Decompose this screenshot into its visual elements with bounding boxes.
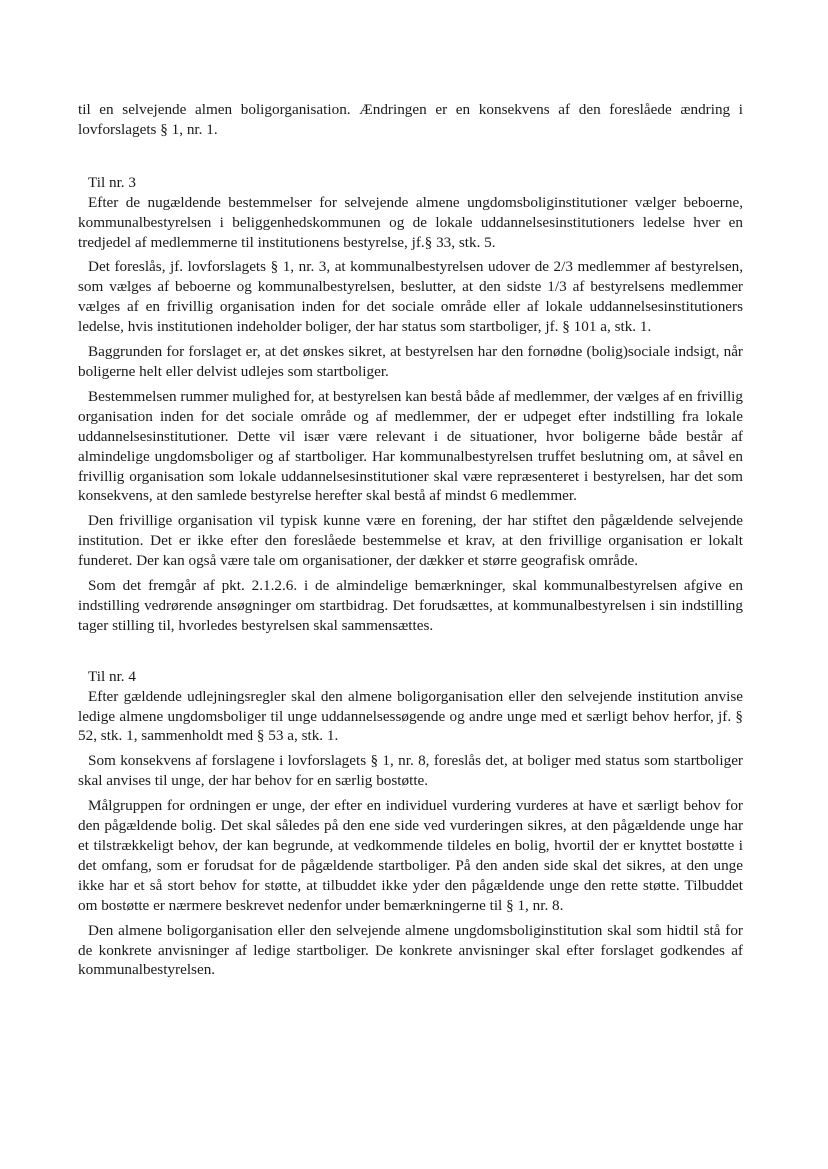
section-heading: Til nr. 4: [88, 667, 136, 685]
section-heading: Til nr. 3: [88, 173, 136, 191]
paragraph: Bestemmelsen rummer mulighed for, at bestyrelsen kan bestå både af medlemmer, der vælges af en frivillig organisation inden for det sociale område og af medlemmer, der er udpeget efter indstilling fra lokale uddannelsesinstitutioner. Dette vil især være relevant i de situationer, hvor boligerne både består af almindelige ungdomsboliger og af startboliger. Har kommunalbestyrelsen truffet beslutning om, at såvel en frivillig organisation som lokale uddannelsesinstitutioner skal være repræsenteret i bestyrelsen, har det som konsekvens, at den samlede bestyrelse herefter skal bestå af mindst 6 medlemmer.: [78, 387, 743, 505]
section-til-nr-4: [78, 667, 743, 981]
paragraph: Som konsekvens af forslagene i lovforslagets § 1, nr. 8, foreslås det, at boliger med status som startboliger skal anvises til unge, der har behov for en særlig bostøtte.: [78, 752, 743, 790]
paragraph: Den frivillige organisation vil typisk kunne være en forening, der har stiftet den pågældende selvejende institution. Det er ikke efter den foreslåede bestemmelse et krav, at den frivillige organisation er lokalt funderet. Der kan også være tale om organisationer, der dækker et større geografisk område.: [78, 512, 743, 570]
section-spacer: [78, 641, 743, 667]
paragraph: Den almene boligorganisation eller den selvejende almene ungdomsboliginstitution skal som hidtil stå for de konkrete anvisninger af ledige startboliger. De konkrete anvisninger skal efter forslaget godkendes af kommunalbestyrelsen.: [78, 921, 743, 979]
paragraph: Efter gældende udlejningsregler skal den almene boligorganisation eller den selvejende institution anvise ledige almene ungdomsboliger til unge uddannelsessøgende og andre unge med et særligt behov herfor, jf. § 52, stk. 1, sammenholdt med § 53 a, stk. 1.: [78, 687, 743, 745]
section-spacer: [78, 145, 743, 173]
paragraph: Efter de nugældende bestemmelser for selvejende almene ungdomsboliginstitutioner vælger beboerne, kommunalbestyrelsen i beliggenhedskommunen og de lokale uddannelsesinstitutioners ledelse hver en tredjedel af medlemmerne til institutionens bestyrelse, jf.§ 33, stk. 5.: [78, 193, 743, 251]
section-til-nr-3: [78, 173, 743, 636]
paragraph: Målgruppen for ordningen er unge, der efter en individuel vurdering vurderes at have et særligt behov for den pågældende bolig. Det skal således på den ene side ved vurderingen sikres, at den pågældende unge har et tilstrækkeligt behov, der kan begrunde, at vedkommende tildeles en bolig, hvortil der er knyttet bostøtte i det omfang, som er forudsat for de pågældende startboliger. På den anden side skal det sikres, at den unge ikke har et så stort behov for støtte, at tilbuddet ikke yder den pågældende unge den rette støtte. Tilbuddet om bostøtte er nærmere beskrevet nedenfor under bemærkningerne til § 1, nr. 8.: [78, 797, 743, 914]
intro-paragraph: til en selvejende almen boligorganisation. Ændringen er en konsekvens af den foreslåede ændring i lovforslagets § 1, nr. 1.: [78, 101, 743, 138]
paragraph: Baggrunden for forslaget er, at det ønskes sikret, at bestyrelsen har den fornødne (bolig)sociale indsigt, når boligerne helt eller delvist udlejes som startboliger.: [78, 343, 743, 380]
paragraph: Som det fremgår af pkt. 2.1.2.6. i de almindelige bemærkninger, skal kommunalbestyrelsen afgive en indstilling vedrørende ansøgninger om startbidrag. Det forudsættes, at kommunalbestyrelsen i sin indstilling tager stilling til, hvorledes bestyrelsen skal sammensættes.: [78, 577, 743, 634]
document-page: [78, 100, 743, 985]
paragraph: Det foreslås, jf. lovforslagets § 1, nr. 3, at kommunalbestyrelsen udover de 2/3 medlemmer af bestyrelsen, som vælges af beboerne og kommunalbestyrelsen, beslutter, at den sidste 1/3 af bestyrelsens medlemmer vælges af en frivillig organisation inden for det sociale område eller af lokale uddannelsesinstitutioners ledelse, hvis institutionen indeholder boliger, der har status som startboliger, jf. § 101 a, stk. 1.: [78, 258, 743, 336]
